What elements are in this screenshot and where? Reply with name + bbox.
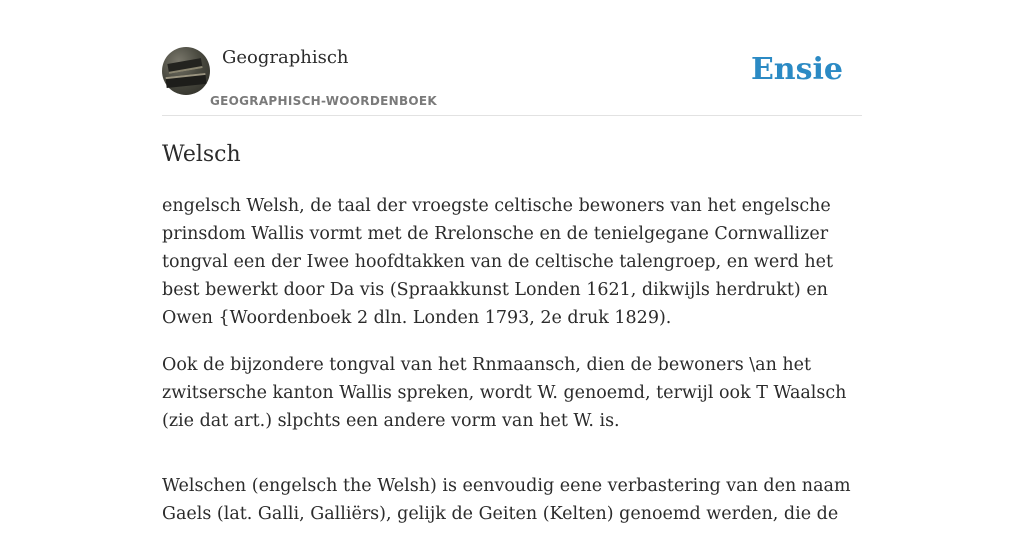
header-divider [162,115,862,116]
book-image [167,58,202,74]
ensie-logo[interactable]: Ensie [750,52,843,87]
article-paragraph: Ook de bijzondere tongval van het Rnmaansch, dien de bewoners \an het zwitsersche kanton Wallis spreken, wordt W. genoemd, terwijl ook T Waalsch (zie dat art.) slpchts een andere vorm van het W. is. [162,355,847,431]
source-slug[interactable]: GEOGRAPHISCH-WOORDENBOEK [210,94,437,108]
source-header [162,46,862,116]
article-paragraph: engelsch Welsh, de taal der vroegste celtische bewoners van het engelsche prinsdom Wallis vormt met de Rrelonsche en de tenielgegane Cornwallizer tongval een der Iwee hoofdtakken van de celtische talengroep, en werd het best bewerkt door Da vis (Spraakkunst Londen 1621, dikwijls herdrukt) en Owen {Woordenboek 2 dln. Londen 1793, 2e druk 1829). [162,196,834,328]
source-avatar[interactable] [162,47,210,95]
source-title[interactable]: Geographisch [222,47,349,68]
book-image [166,73,207,88]
article-body [162,192,867,547]
page-title: Welsch [162,142,241,167]
article-paragraph: Welschen (engelsch the Welsh) is eenvoudig eene verbastering van den naam Gaels (lat. Galli, Galliërs), gelijk de Geiten (Kelten) genoemd werden, die de [162,476,851,524]
